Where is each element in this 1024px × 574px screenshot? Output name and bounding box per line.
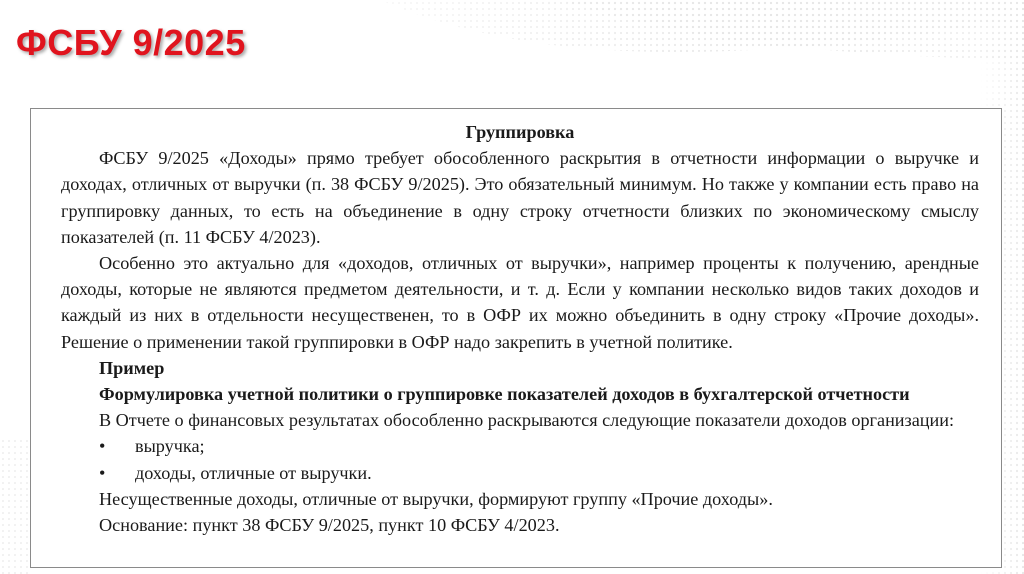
- list-item-text: выручка;: [135, 436, 205, 457]
- example-label: Пример: [99, 357, 165, 378]
- section-heading: Группировка: [465, 122, 575, 142]
- list-item: [99, 433, 979, 459]
- example-title: Формулировка учетной политики о группировке показателей доходов в бухгалтерской отчетности: [99, 384, 910, 405]
- example-intro: В Отчете о финансовых результатах обособленно раскрываются следующие показатели доходов организации:: [99, 410, 955, 431]
- list-item-text: доходы, отличные от выручки.: [135, 462, 372, 483]
- basis-line: Основание: пункт 38 ФСБУ 9/2025, пункт 10 ФСБУ 4/2023.: [99, 515, 560, 536]
- paragraph-other-income: Особенно это актуально для «доходов, отличных от выручки», например проценты к получению, арендные доходы, которые не являются предметом деятельности, и т. д. Если у компании несколько видов таких доходов и каждый из них в отдельности несущественен, то в ОФР их можно объединить в одну строку «Прочие доходы». Решение о применении такой группировки в ОФР надо закрепить в учетной политике.: [61, 253, 979, 352]
- paragraph-requirements: ФСБУ 9/2025 «Доходы» прямо требует обособленного раскрытия в отчетности информации о выручке и доходах, отличных от выручки (п. 38 ФСБУ 9/2025). Это обязательный минимум. Но также у компании есть право на группировку данных, то есть на объединение в одну строку отчетности близких по экономическому смыслу показателей (п. 11 ФСБУ 4/2023).: [61, 148, 979, 247]
- bullet-icon: •: [99, 436, 106, 457]
- content-textbox: [30, 108, 1002, 568]
- slide-title: ФСБУ 9/2025: [16, 22, 246, 63]
- list-item: [99, 460, 979, 486]
- note-line: Несущественные доходы, отличные от выручки, формируют группу «Прочие доходы».: [99, 488, 773, 509]
- income-bullet-list: [61, 433, 979, 485]
- bullet-icon: •: [99, 462, 106, 483]
